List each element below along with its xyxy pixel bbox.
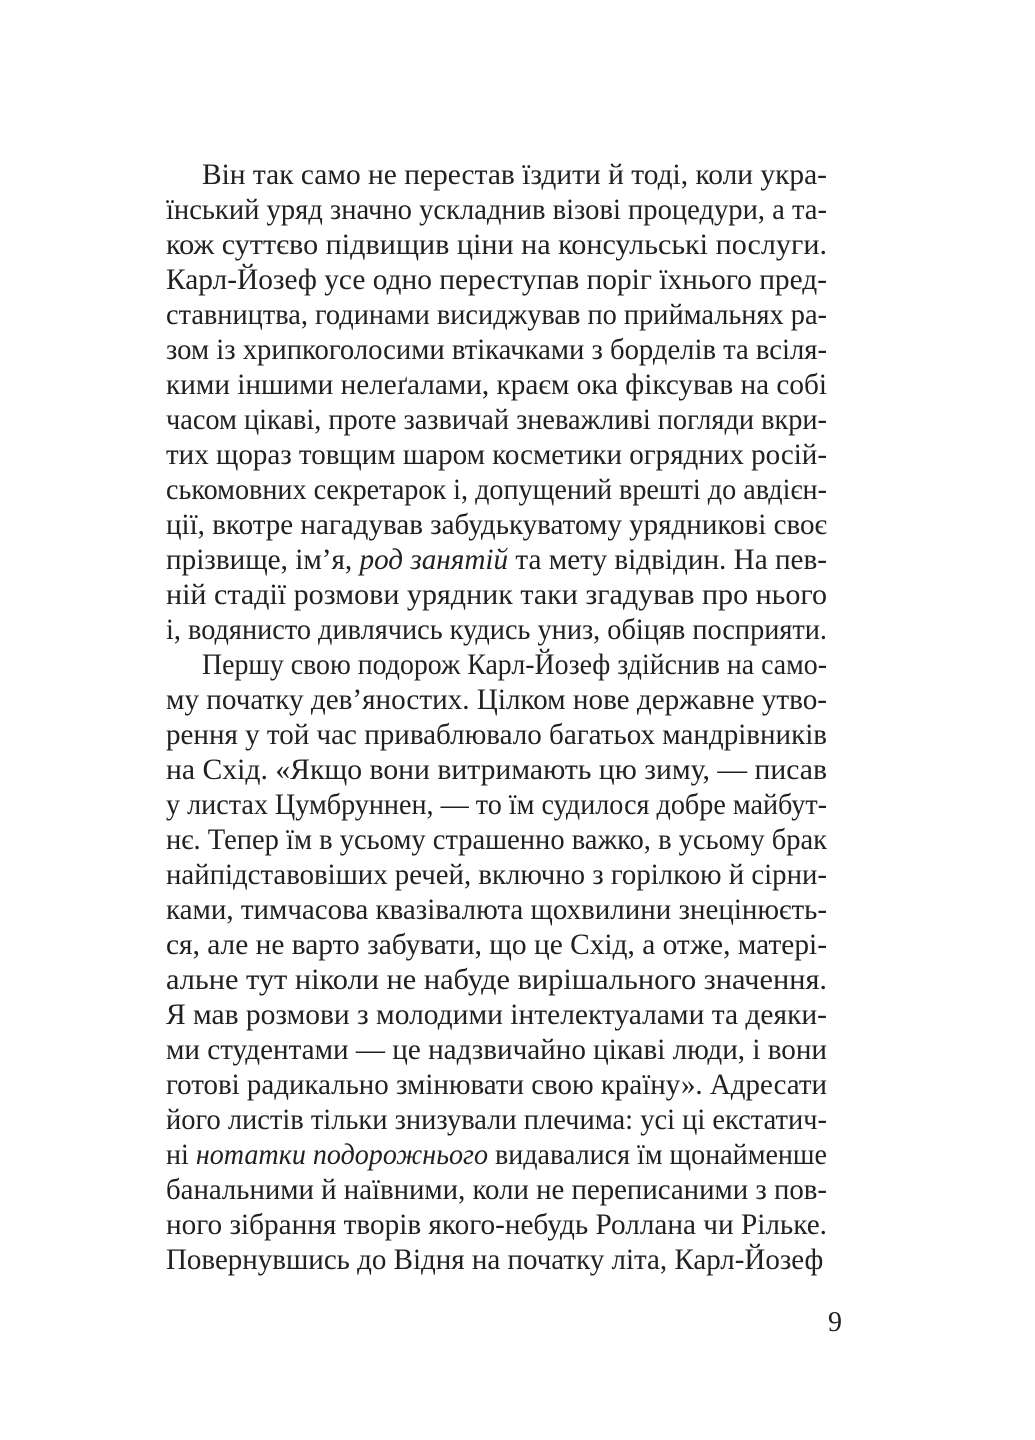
- text-segment: готові радикально змінювати свою країну». Адресати: [166, 1068, 827, 1101]
- text-line: [166, 262, 827, 297]
- text-segment: му початку дев’яностих. Цілком нове державне утво-: [166, 683, 827, 716]
- text-segment: його листів тільки знизували плечима: усі ці екстатич-: [166, 1103, 827, 1136]
- text-segment: Карл-Йозеф усе одно переступав поріг їхнього пред-: [166, 263, 827, 296]
- text-segment: рення у той час приваблювало багатьох мандрівників: [166, 718, 827, 751]
- text-line: [166, 717, 827, 752]
- text-line: [166, 297, 827, 332]
- text-segment: і, водянисто дивлячись кудись униз, обіцяв посприяти.: [166, 613, 827, 646]
- page-number: 9: [828, 1307, 842, 1338]
- text-line: [166, 192, 827, 227]
- text-line: [166, 962, 827, 997]
- text-segment: альне тут ніколи не набуде вирішального значення.: [166, 963, 828, 996]
- text-line: [166, 822, 827, 857]
- text-segment: Повернувшись до Відня на початку літа, Карл-Йозеф: [166, 1243, 824, 1276]
- text-segment: прізвище, ім’я,: [166, 543, 360, 576]
- text-segment: зом із хрипкоголосими втікачками з борделів та всіля-: [166, 333, 827, 366]
- text-segment: ся, але не варто забувати, що це Схід, а отже, матері-: [166, 928, 827, 961]
- text-segment: ного зібрання творів якого-небудь Роллана чи Рільке.: [166, 1208, 827, 1241]
- text-line: [166, 1102, 827, 1137]
- text-line: [166, 542, 827, 577]
- text-line: [166, 927, 827, 962]
- text-segment: кими іншими нелеґалами, краєм ока фіксував на собі: [166, 368, 827, 401]
- text-line: [166, 1242, 827, 1277]
- text-segment: ції, вкотре нагадував забудькуватому урядникові своє: [166, 508, 827, 541]
- text-segment: часом цікаві, проте зазвичай зневажливі погляди вкри-: [166, 403, 827, 436]
- text-line: [166, 997, 827, 1032]
- text-segment: ні: [166, 1138, 196, 1171]
- page-text: [166, 157, 827, 1277]
- text-line: [166, 892, 827, 927]
- text-line: [166, 507, 827, 542]
- text-segment: кож суттєво підвищив ціни на консульські послуги.: [166, 228, 827, 261]
- text-segment: Я мав розмови з молодими інтелектуалами та деяки-: [166, 998, 827, 1031]
- text-line: [166, 1067, 827, 1102]
- text-line: [166, 1137, 827, 1172]
- italic-phrase: род занятій: [359, 543, 509, 576]
- text-segment: у листах Цумбруннен, — то їм судилося добре майбут-: [166, 788, 827, 821]
- text-segment: видавалися їм щонайменше: [487, 1138, 827, 1171]
- text-segment: ськомовних секретарок і, допущений врешті до авдієн-: [166, 473, 827, 506]
- text-segment: ній стадії розмови урядник таки згадував про нього: [166, 578, 827, 611]
- text-line: [166, 787, 827, 822]
- text-segment: нє. Тепер їм в усьому страшенно важко, в усьому брак: [166, 823, 827, 856]
- text-segment: ками, тимчасова квазівалюта щохвилини знецінюєть-: [166, 893, 827, 926]
- text-segment: Першу свою подорож Карл-Йозеф здійснив на само-: [202, 648, 827, 681]
- text-segment: Він так само не перестав їздити й тоді, коли укра-: [202, 158, 827, 191]
- text-line: [166, 647, 827, 682]
- text-segment: ми студентами — це надзвичайно цікаві люди, і вони: [166, 1033, 827, 1066]
- text-segment: ставництва, годинами висиджував по приймальнях ра-: [166, 298, 827, 331]
- text-segment: та мету відвідин. На пев-: [508, 543, 827, 576]
- text-segment: банальними й наївними, коли не переписаними з пов-: [166, 1173, 827, 1206]
- text-segment: тих щораз товщим шаром косметики огрядних росій-: [166, 438, 827, 471]
- text-line: [166, 402, 827, 437]
- text-line: [166, 227, 827, 262]
- text-line: [166, 752, 827, 787]
- text-line: [166, 472, 827, 507]
- text-segment: на Схід. «Якщо вони витримають цю зиму, — писав: [166, 753, 827, 786]
- text-line: [166, 857, 827, 892]
- text-line: [166, 1207, 827, 1242]
- text-line: [166, 682, 827, 717]
- text-line: [166, 577, 827, 612]
- text-line: [166, 1032, 827, 1067]
- text-line: [166, 437, 827, 472]
- italic-phrase: нотатки подорожнього: [195, 1138, 488, 1171]
- text-line: [166, 157, 827, 192]
- text-line: [166, 367, 827, 402]
- text-line: [166, 332, 827, 367]
- text-segment: їнський уряд значно ускладнив візові процедури, а та-: [166, 193, 827, 226]
- text-line: [166, 612, 827, 647]
- text-line: [166, 1172, 827, 1207]
- text-segment: найпідставовіших речей, включно з горілкою й сірни-: [166, 858, 827, 891]
